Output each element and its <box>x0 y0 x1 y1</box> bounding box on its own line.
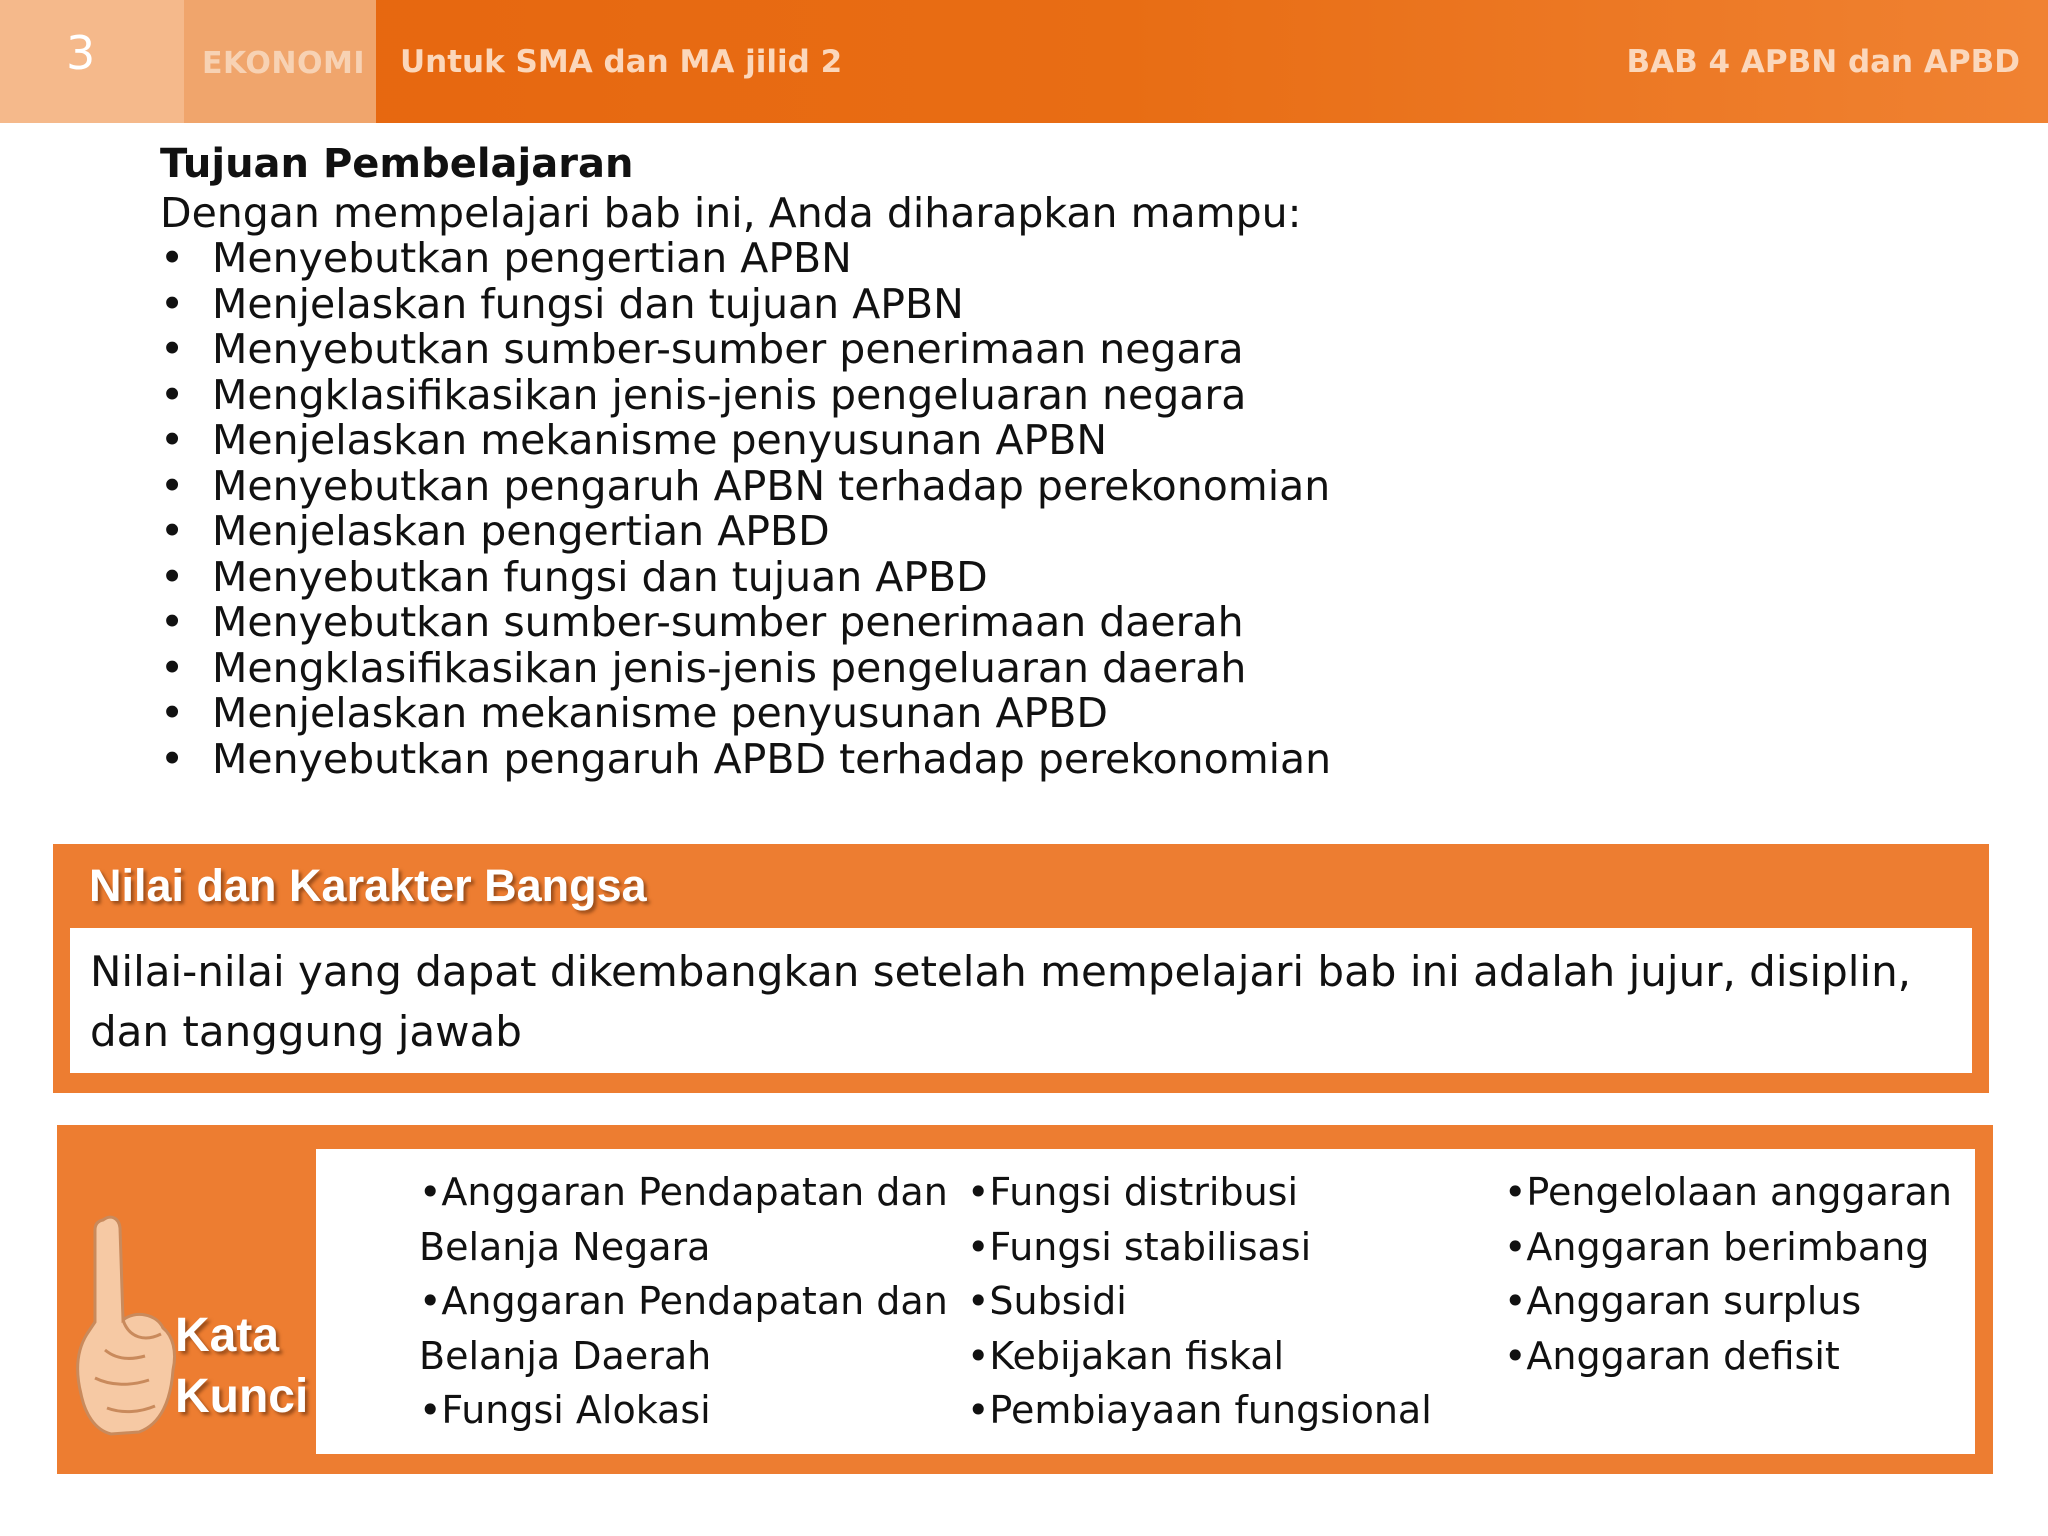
objective-text: Menyebutkan pengaruh APBD terhadap perekonomian <box>212 734 1332 783</box>
values-text-panel <box>70 928 1972 1073</box>
objective-item <box>160 418 1331 464</box>
bullet-icon: • <box>160 552 185 601</box>
objective-text: Mengklasifikasikan jenis-jenis pengeluaran daerah <box>212 643 1247 692</box>
bullet-icon: • <box>160 279 185 328</box>
bullet-icon: • <box>160 461 185 510</box>
objective-item <box>160 461 1331 510</box>
keyword-item: •Subsidi <box>967 1279 1127 1323</box>
objective-text: Mengklasifikasikan jenis-jenis pengeluaran negara <box>212 370 1247 419</box>
objective-item <box>160 370 1331 419</box>
objective-item <box>160 643 1331 692</box>
keywords-column-2 <box>967 1165 1432 1438</box>
objective-text: Menyebutkan sumber-sumber penerimaan negara <box>212 325 1244 373</box>
objective-text: Menjelaskan fungsi dan tujuan APBN <box>212 279 964 328</box>
objective-item <box>160 691 1331 737</box>
objective-text: Menyebutkan fungsi dan tujuan APBD <box>212 552 988 601</box>
objective-item <box>160 236 1331 282</box>
keywords-box <box>57 1125 1993 1474</box>
bullet-icon: • <box>160 734 185 783</box>
keyword-item: •Fungsi Alokasi <box>419 1388 711 1432</box>
bullet-icon: • <box>160 234 185 282</box>
keyword-item: •Fungsi stabilisasi <box>967 1224 1312 1269</box>
keyword-item: •Anggaran Pendapatan dan Belanja Daerah <box>419 1279 948 1378</box>
objective-text: Menjelaskan pengertian APBD <box>212 507 830 555</box>
objective-item <box>160 600 1331 646</box>
keyword-item: •Pengelolaan anggaran <box>1504 1170 1952 1214</box>
objective-text: Menyebutkan pengertian APBN <box>212 234 852 282</box>
pointing-hand-icon <box>65 1210 185 1440</box>
objective-text: Menjelaskan mekanisme penyusunan APBD <box>212 689 1108 737</box>
keyword-item: •Pembiayaan fungsional <box>967 1388 1432 1432</box>
objective-text: Menyebutkan sumber-sumber penerimaan daerah <box>212 598 1244 646</box>
objective-text: Menjelaskan mekanisme penyusunan APBN <box>212 416 1108 464</box>
keywords-column-3 <box>1504 1165 1952 1383</box>
objective-item <box>160 279 1331 328</box>
learning-objectives <box>160 138 1331 782</box>
keyword-item: •Anggaran defisit <box>1504 1333 1840 1378</box>
values-box <box>53 844 1989 1093</box>
chapter-title: BAB 4 APBN dan APBD <box>1626 44 2020 80</box>
keyword-item: •Kebijakan fiskal <box>967 1333 1285 1378</box>
values-text: Nilai-nilai yang dapat dikembangkan setelah mempelajari bab ini adalah jujur, disiplin, dan tanggung jawab <box>90 947 1912 1056</box>
keyword-item: •Fungsi distribusi <box>967 1170 1299 1214</box>
page-number: 3 <box>66 26 96 80</box>
objective-item <box>160 327 1331 373</box>
keyword-item: •Anggaran berimbang <box>1504 1224 1930 1269</box>
subject-label: EKONOMI <box>202 46 366 81</box>
keywords-title: Kata Kunci <box>175 1309 309 1423</box>
keyword-item: •Anggaran Pendapatan dan Belanja Negara <box>419 1170 948 1269</box>
objective-item <box>160 509 1331 555</box>
keywords-panel <box>316 1149 1975 1454</box>
objective-item <box>160 552 1331 601</box>
bullet-icon: • <box>160 370 185 419</box>
objective-item <box>160 734 1332 783</box>
keyword-item: •Anggaran surplus <box>1504 1279 1862 1323</box>
header-bar <box>0 0 2048 123</box>
bullet-icon: • <box>160 507 185 555</box>
objectives-title: Tujuan Pembelajaran <box>160 141 634 187</box>
bullet-icon: • <box>160 689 185 737</box>
objectives-intro: Dengan mempelajari bab ini, Anda diharapkan mampu: <box>160 189 1302 237</box>
values-title: Nilai dan Karakter Bangsa <box>89 860 647 911</box>
page-number-tab <box>0 0 184 123</box>
book-title: Untuk SMA dan MA jilid 2 <box>400 44 843 80</box>
bullet-icon: • <box>160 416 185 464</box>
keywords-column-1 <box>316 1165 959 1438</box>
objectives-list <box>160 236 1331 782</box>
bullet-icon: • <box>160 325 185 373</box>
objective-text: Menyebutkan pengaruh APBN terhadap perekonomian <box>212 461 1331 510</box>
subject-tab <box>184 0 376 123</box>
bullet-icon: • <box>160 643 185 692</box>
bullet-icon: • <box>160 598 185 646</box>
